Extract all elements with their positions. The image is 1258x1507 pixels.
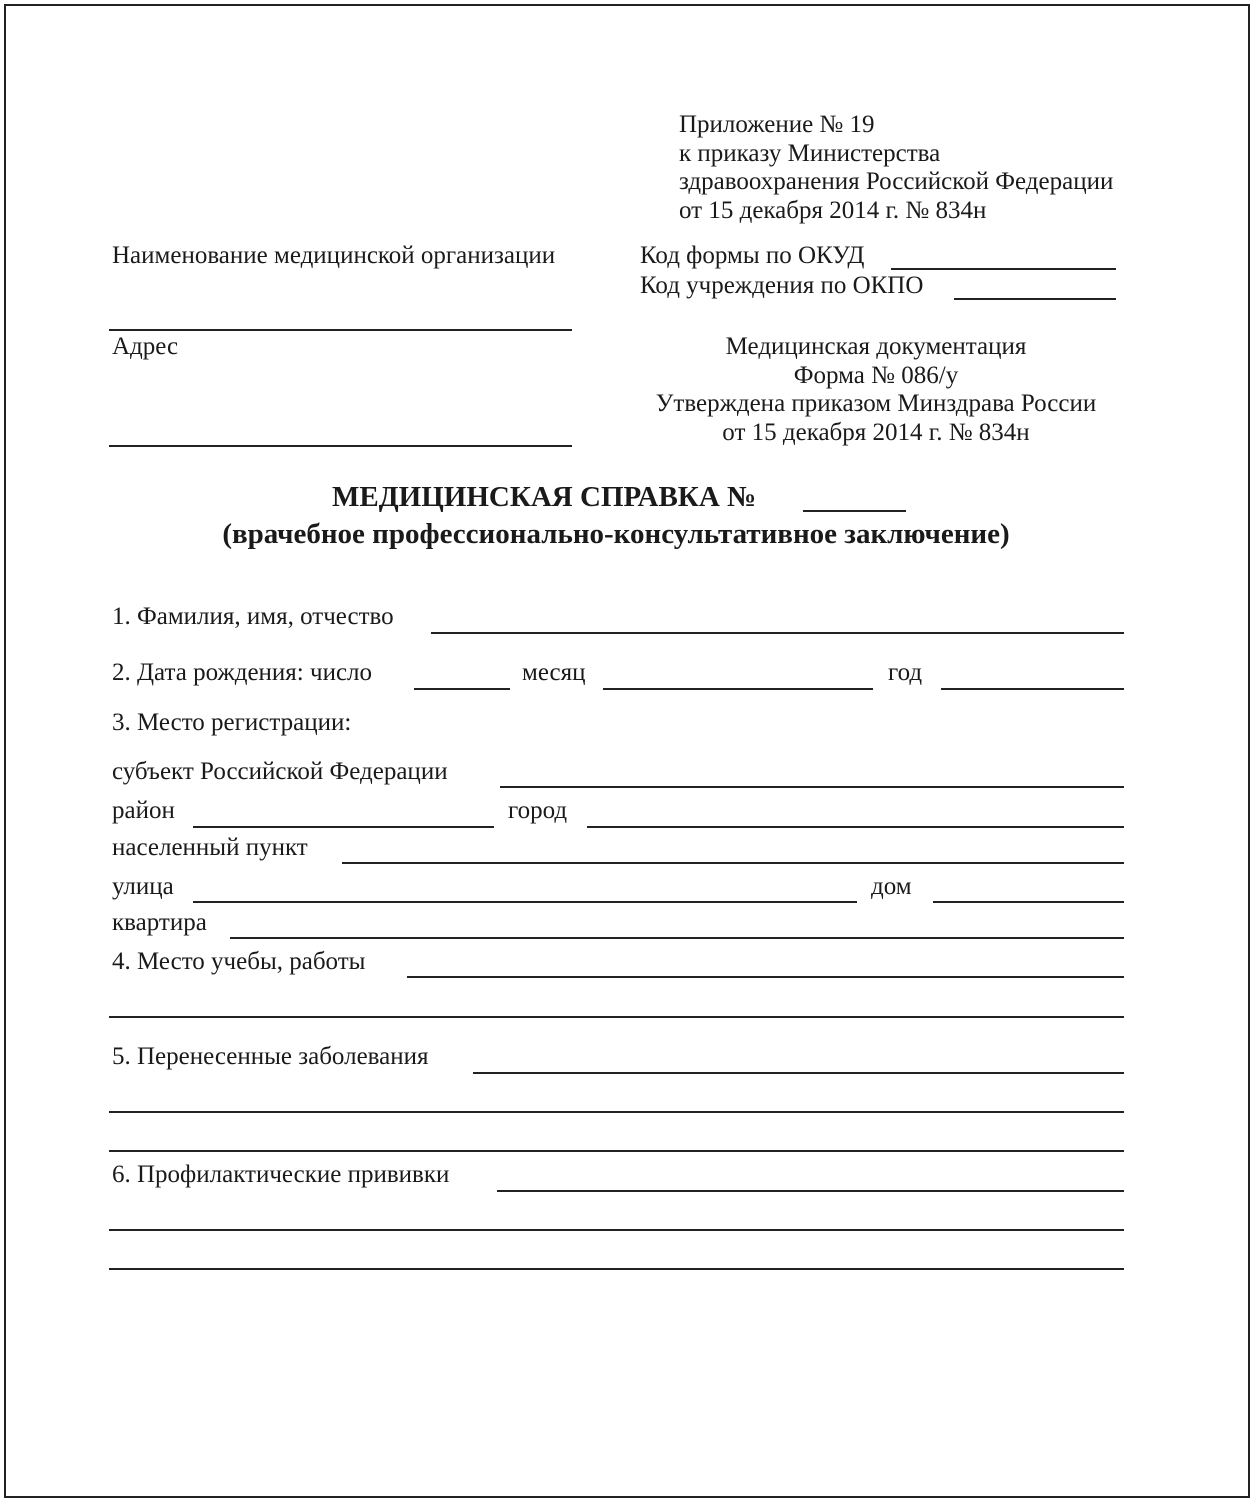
workplace-label: 4. Место учебы, работы bbox=[112, 948, 366, 975]
diseases-field[interactable] bbox=[473, 1072, 1124, 1074]
subject-label: субъект Российской Федерации bbox=[112, 758, 448, 785]
workplace-field-line-2[interactable] bbox=[109, 1016, 1124, 1018]
locality-field[interactable] bbox=[342, 862, 1124, 864]
house-label: дом bbox=[871, 873, 912, 900]
document-subtitle: (врачебное профессионально-консультативное заключение) bbox=[222, 518, 1010, 550]
street-field[interactable] bbox=[193, 901, 857, 903]
appendix-line-3: здравоохранения Российской Федерации bbox=[679, 168, 1114, 195]
appendix-line-2: к приказу Министерства bbox=[679, 140, 941, 167]
birth-year-label: год bbox=[888, 659, 923, 686]
apartment-label: квартира bbox=[112, 909, 207, 936]
birth-year-field[interactable] bbox=[941, 688, 1124, 690]
street-label: улица bbox=[112, 873, 174, 900]
city-field[interactable] bbox=[587, 826, 1124, 828]
workplace-field[interactable] bbox=[407, 976, 1124, 978]
fio-label: 1. Фамилия, имя, отчество bbox=[112, 603, 394, 630]
birth-month-field[interactable] bbox=[603, 688, 873, 690]
certificate-number-field[interactable] bbox=[803, 510, 906, 512]
doc-info-line-2: Форма № 086/у bbox=[793, 362, 959, 389]
appendix-line-4: от 15 декабря 2014 г. № 834н bbox=[679, 197, 987, 224]
house-field[interactable] bbox=[933, 901, 1124, 903]
doc-info-line-4: от 15 декабря 2014 г. № 834н bbox=[722, 419, 1030, 446]
district-field[interactable] bbox=[193, 826, 494, 828]
document-title: МЕДИЦИНСКАЯ СПРАВКА № bbox=[332, 481, 757, 513]
diseases-field-line-2[interactable] bbox=[109, 1111, 1124, 1113]
appendix-line-1: Приложение № 19 bbox=[679, 111, 875, 138]
vaccinations-field-line-3[interactable] bbox=[109, 1268, 1124, 1270]
vaccinations-field-line-2[interactable] bbox=[109, 1229, 1124, 1231]
okud-label: Код формы по ОКУД bbox=[640, 242, 865, 269]
org-name-label: Наименование медицинской организации bbox=[112, 242, 556, 269]
okpo-field[interactable] bbox=[954, 298, 1116, 300]
fio-field[interactable] bbox=[431, 632, 1124, 634]
city-label: город bbox=[508, 797, 568, 824]
vaccinations-field[interactable] bbox=[497, 1190, 1124, 1192]
address-label: Адрес bbox=[112, 333, 179, 360]
district-label: район bbox=[112, 797, 175, 824]
birth-day-label: 2. Дата рождения: число bbox=[112, 659, 373, 686]
birth-month-label: месяц bbox=[522, 659, 586, 686]
birth-day-field[interactable] bbox=[414, 688, 510, 690]
page-border bbox=[4, 4, 1250, 1498]
apartment-field[interactable] bbox=[230, 937, 1124, 939]
org-name-line[interactable] bbox=[109, 329, 572, 331]
okud-field[interactable] bbox=[891, 268, 1116, 270]
vaccinations-label: 6. Профилактические прививки bbox=[112, 1161, 450, 1188]
locality-label: населенный пункт bbox=[112, 834, 308, 861]
doc-info-line-1: Медицинская документация bbox=[725, 333, 1027, 360]
diseases-field-line-3[interactable] bbox=[109, 1150, 1124, 1152]
registration-label: 3. Место регистрации: bbox=[112, 709, 352, 736]
okpo-label: Код учреждения по ОКПО bbox=[640, 272, 924, 299]
subject-field[interactable] bbox=[500, 786, 1124, 788]
address-line[interactable] bbox=[109, 445, 572, 447]
doc-info-line-3: Утверждена приказом Минздрава России bbox=[655, 390, 1097, 417]
diseases-label: 5. Перенесенные заболевания bbox=[112, 1043, 429, 1070]
